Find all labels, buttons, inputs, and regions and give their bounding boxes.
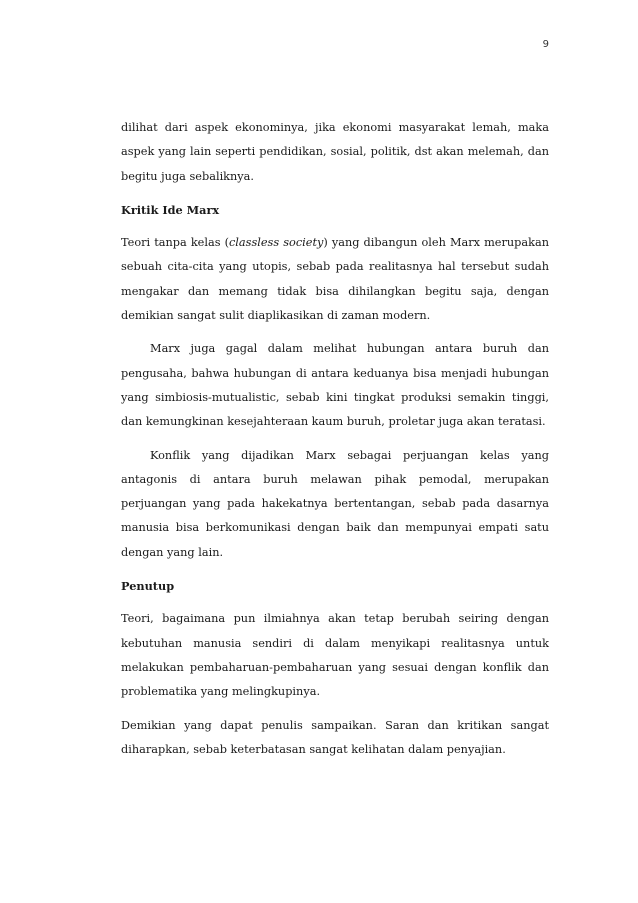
paragraph-teori-berubah: Teori, bagaimana pun ilmiahnya akan tetap berubah seiring dengan kebutuhan manusia sendiri di dalam menyikapi realitasnya untuk melakukan pembaharuan-pembaharuan yang sesuai dengan konflik dan problematika yang melingkupinya. (121, 612, 549, 699)
paragraph-konflik: Konflik yang dijadikan Marx sebagai perjuangan kelas yang antagonis di antara buruh melawan pihak pemodal, merupakan perjuangan yang pada hakekatnya bertentangan, sebab pada dasarnya manusia bisa berkomunikasi dengan baik dan mempunyai empati satu dengan yang lain. (121, 448, 549, 559)
heading-kritik-ide-marx: Kritik Ide Marx (121, 202, 220, 217)
document-body (121, 116, 549, 771)
heading-penutup: Penutup (121, 579, 175, 594)
italic-term: classless society (228, 236, 324, 250)
text-segment: Teori tanpa kelas ( (121, 236, 229, 250)
paragraph-intro: dilihat dari aspek ekonominya, jika ekonomi masyarakat lemah, maka aspek yang lain seperti pendidikan, sosial, politik, dst akan melemah, dan begitu juga sebaliknya. (121, 121, 549, 183)
text-segment: ) yang dibangun oleh Marx merupakan sebuah cita-cita yang utopis, sebab pada realitasnya hal tersebut sudah mengakar dan memang tidak bisa dihilangkan begitu saja, dengan demikian sangat sulit diaplikasikan di zaman modern. (121, 236, 549, 323)
paragraph-teori-tanpa-kelas (121, 231, 549, 328)
paragraph-marx-gagal: Marx juga gagal dalam melihat hubungan antara buruh dan pengusaha, bahwa hubungan di antara keduanya bisa menjadi hubungan yang simbiosis-mutualistic, sebab kini tingkat produksi semakin tinggi, dan kemungkinan kesejahteraan kaum buruh, proletar juga akan teratasi. (121, 342, 549, 429)
paragraph-closing: Demikian yang dapat penulis sampaikan. Saran dan kritikan sangat diharapkan, sebab keterbatasan sangat kelihatan dalam penyajian. (121, 718, 549, 756)
page-number: 9 (542, 39, 549, 50)
